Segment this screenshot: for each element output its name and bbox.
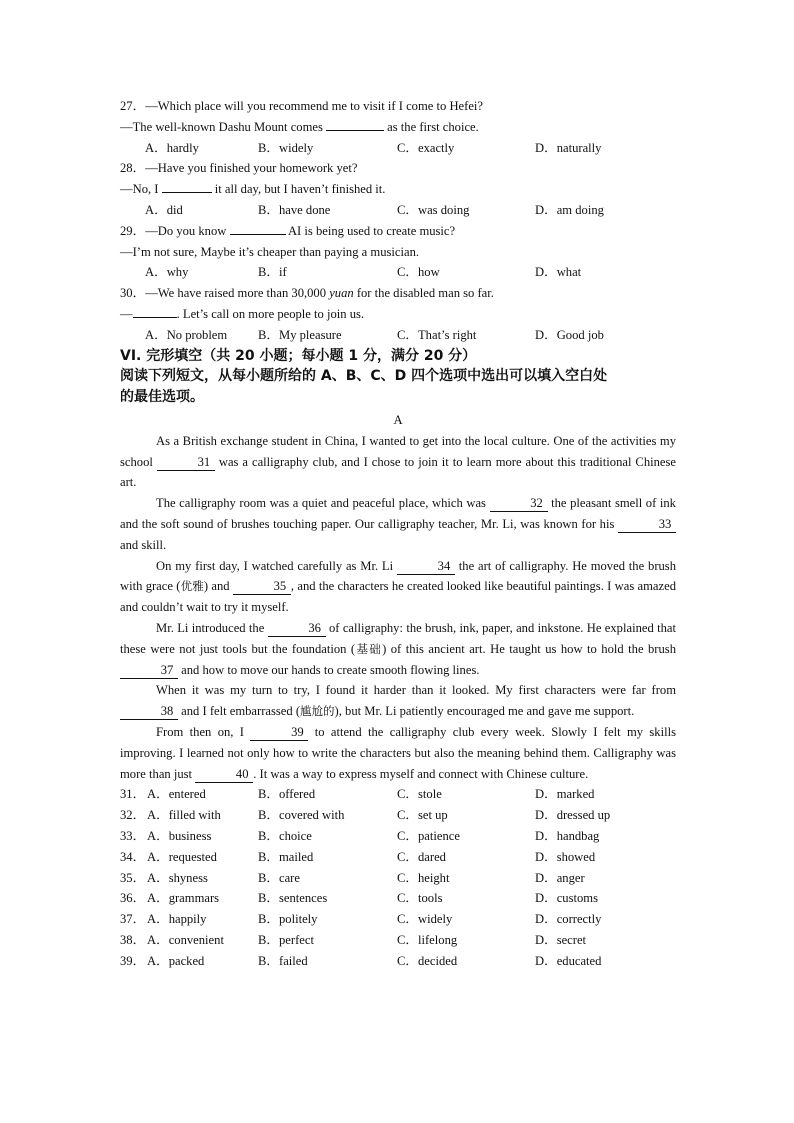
question-text: — <box>120 306 133 321</box>
cloze-options-row <box>120 951 676 972</box>
question-stem <box>120 221 676 242</box>
answer-option[interactable]: B．widely <box>258 140 314 155</box>
passage-text: ) of this ancient art. He taught us how to hold the brush <box>382 641 677 656</box>
question-number: 30． <box>120 286 146 301</box>
question-number: 33． <box>120 829 146 843</box>
cloze-passage <box>120 431 676 785</box>
answer-option[interactable]: D．anger <box>535 870 585 885</box>
passage-text: As a British exchange student in China, I wanted to get into the local culture. One of the activities my school <box>120 433 676 469</box>
answer-option[interactable]: B．sentences <box>258 891 328 906</box>
question-text: it all day, but I haven’t finished it. <box>211 182 386 197</box>
question-stem <box>120 96 676 117</box>
answer-option[interactable]: C．tools <box>397 891 443 906</box>
answer-option[interactable]: B．mailed <box>258 849 314 864</box>
cloze-blank-35[interactable]: 35 <box>233 579 291 595</box>
cloze-options-row <box>120 784 676 805</box>
question-number: 39． <box>120 953 146 968</box>
question-response <box>120 117 676 138</box>
passage-text: ), but Mr. Li patiently encouraged me and gave me support. <box>334 704 635 719</box>
passage-text: and how to move our hands to create smooth flowing lines. <box>178 662 480 677</box>
answer-option[interactable]: D．customs <box>535 891 598 906</box>
cloze-options-list <box>120 784 676 971</box>
answer-option[interactable]: B．choice <box>258 829 312 843</box>
answer-option[interactable]: D．naturally <box>535 140 602 155</box>
passage-text: , and the characters he created looked like beautiful paintings. I was amazed and couldn’t wait to try it myself. <box>120 579 676 615</box>
section-title: VI. 完形填空（共 20 小题；每小题 1 分，满分 20 分） <box>120 347 477 364</box>
answer-option[interactable]: A．entered <box>147 787 206 802</box>
question-number: 36． <box>120 891 146 906</box>
answer-blank[interactable] <box>133 317 177 318</box>
answer-option[interactable]: C．stole <box>397 787 442 802</box>
answer-option[interactable]: B．if <box>258 265 287 280</box>
answer-option[interactable]: B．politely <box>258 912 318 927</box>
answer-option[interactable]: A．packed <box>147 953 205 968</box>
passage-paragraph <box>120 493 676 555</box>
question-text: AI is being used to create music? <box>285 223 456 238</box>
question-number: 28． <box>120 161 146 176</box>
passage-text: was a calligraphy club, and I chose to join it to learn more about this traditional Chinese art. <box>120 454 677 490</box>
answer-options-row <box>120 138 676 159</box>
answer-option[interactable]: C．how <box>397 265 440 280</box>
question-number: 31． <box>120 787 146 802</box>
cloze-blank-34[interactable]: 34 <box>397 559 455 575</box>
question-text: for the disabled man so far. <box>353 286 494 301</box>
cloze-blank-33[interactable]: 33 <box>618 517 676 533</box>
passage-chinese-gloss: 优雅 <box>180 579 204 594</box>
answer-option[interactable]: B．offered <box>258 787 316 802</box>
question-response <box>120 179 676 200</box>
answer-option[interactable]: B．perfect <box>258 932 314 947</box>
passage-paragraph <box>120 431 676 493</box>
passage-text: of calligraphy: the brush, ink, paper, and inkstone. He explained that these were not just tools but the foundation ( <box>120 621 676 656</box>
answer-option[interactable]: A．filled with <box>147 808 221 823</box>
section-instruction-line-2: 的最佳选项。 <box>120 388 204 405</box>
question-text: —The well-known Dashu Mount comes <box>120 119 327 134</box>
cloze-blank-40[interactable]: 40 <box>195 767 253 783</box>
answer-option[interactable]: D．secret <box>535 932 587 947</box>
question-number: 37． <box>120 912 146 927</box>
passage-paragraph <box>120 722 676 784</box>
cloze-blank-36[interactable]: 36 <box>268 621 326 637</box>
cloze-options-row <box>120 805 676 826</box>
answer-option[interactable]: C．patience <box>397 829 460 843</box>
passage-chinese-gloss: 尴尬的 <box>300 704 335 719</box>
passage-text: Mr. Li introduced the <box>156 621 268 636</box>
passage-text: and skill. <box>120 537 167 552</box>
exam-page <box>120 96 676 972</box>
question-response <box>120 304 676 325</box>
passage-text: to attend the calligraphy club every week. Slowly I felt my skills improving. I learned not only how to write the characters but also the meaning behind them. Calligraphy was more than just <box>120 725 676 781</box>
answer-option[interactable]: A．No problem <box>145 327 228 342</box>
answer-option[interactable]: D．dressed up <box>535 808 611 823</box>
answer-option[interactable]: C．That’s right <box>397 327 477 342</box>
passage-text: ) and <box>203 579 233 594</box>
cloze-blank-32[interactable]: 32 <box>490 496 548 512</box>
answer-option[interactable]: C．dared <box>397 849 446 864</box>
cloze-options-row <box>120 930 676 951</box>
passage-text: The calligraphy room was a quiet and peaceful place, which was <box>156 496 490 511</box>
passage-paragraph <box>120 680 676 722</box>
passage-chinese-gloss: 基础 <box>355 641 383 656</box>
question-text: as the first choice. <box>384 119 479 134</box>
answer-option[interactable]: C．widely <box>397 912 453 927</box>
answer-option[interactable]: A．convenient <box>147 932 224 947</box>
passage-label: A <box>393 413 403 428</box>
passage-paragraph <box>120 618 676 680</box>
question-text: —No, I <box>120 182 162 197</box>
answer-option[interactable]: C．set up <box>397 808 448 823</box>
answer-option[interactable]: D．educated <box>535 953 602 968</box>
question-stem <box>120 158 676 179</box>
cloze-blank-31[interactable]: 31 <box>157 455 215 471</box>
question-text: —Which place will you recommend me to visit if I come to Hefei? <box>145 99 484 113</box>
question-number: 29． <box>120 223 146 238</box>
answer-option[interactable]: A．did <box>145 202 183 217</box>
question-number: 38． <box>120 932 146 947</box>
answer-blank[interactable] <box>230 234 286 235</box>
answer-option[interactable]: A．shyness <box>147 870 208 885</box>
passage-text: From then on, I <box>156 725 251 740</box>
answer-option[interactable]: C．height <box>397 870 450 885</box>
passage-text: the pleasant smell of ink and the soft sound of brushes touching paper. Our calligraphy teacher, Mr. Li, was known for his <box>120 496 676 532</box>
section-instruction-line-1: 阅读下列短文，从每小题所给的 A、B、C、D 四个选项中选出可以填入空白处 <box>120 368 608 385</box>
question-text: —We have raised more than 30,000 <box>145 286 330 301</box>
question-text: —Have you finished your homework yet? <box>145 161 358 176</box>
answer-option[interactable]: A．happily <box>147 912 207 927</box>
answer-option[interactable]: C．lifelong <box>397 932 458 947</box>
question-response <box>120 242 676 263</box>
answer-option[interactable]: B．covered with <box>258 808 345 823</box>
answer-option[interactable]: A．grammars <box>147 891 220 906</box>
answer-option[interactable]: C．was doing <box>397 202 470 217</box>
question-text: . Let’s call on more people to join us. <box>176 306 365 321</box>
cloze-blank-37[interactable]: 37 <box>120 663 178 679</box>
answer-option[interactable]: D．handbag <box>535 829 600 843</box>
answer-options-row <box>120 325 676 346</box>
question-number: 27． <box>120 99 146 113</box>
question-stem <box>120 283 676 304</box>
answer-option[interactable]: C．exactly <box>397 140 455 155</box>
cloze-blank-38[interactable]: 38 <box>120 704 178 720</box>
answer-blank[interactable] <box>162 192 212 193</box>
question-number: 35． <box>120 870 146 885</box>
passage-text: On my first day, I watched carefully as Mr. Li <box>156 558 397 573</box>
answer-options-row <box>120 200 676 221</box>
answer-option[interactable]: D．what <box>535 265 582 280</box>
question-text: —Do you know <box>145 223 230 238</box>
passage-text: the art of calligraphy. He moved the brush with grace ( <box>120 558 677 594</box>
answer-option[interactable]: C．decided <box>397 953 458 968</box>
answer-blank[interactable] <box>326 130 384 131</box>
answer-option[interactable]: B．have done <box>258 202 331 217</box>
answer-option[interactable]: A．hardly <box>145 140 199 155</box>
question-italic-text: yuan <box>329 286 354 301</box>
answer-option[interactable]: B．failed <box>258 953 308 968</box>
passage-paragraph <box>120 556 676 618</box>
answer-option[interactable]: A．requested <box>147 849 217 864</box>
answer-option[interactable]: B．My pleasure <box>258 327 342 342</box>
question-text: —I’m not sure, Maybe it’s cheaper than paying a musician. <box>120 244 420 259</box>
answer-option[interactable]: D．Good job <box>535 327 604 342</box>
answer-option[interactable]: A．business <box>147 829 212 843</box>
multiple-choice-section <box>120 96 676 346</box>
answer-option[interactable]: D．showed <box>535 849 596 864</box>
passage-text: When it was my turn to try, I found it harder than it looked. My first characters were far from <box>156 683 676 698</box>
passage-text: . It was a way to express myself and connect with Chinese culture. <box>253 766 589 781</box>
cloze-options-row <box>120 847 676 868</box>
answer-option[interactable]: B．care <box>258 870 300 885</box>
cloze-options-row <box>120 868 676 889</box>
cloze-options-row <box>120 909 676 930</box>
cloze-options-row <box>120 826 676 847</box>
answer-option[interactable]: D．marked <box>535 787 595 802</box>
answer-options-row <box>120 262 676 283</box>
answer-option[interactable]: D．am doing <box>535 202 604 217</box>
answer-option[interactable]: D．correctly <box>535 912 602 927</box>
answer-option[interactable]: A．why <box>145 265 189 280</box>
question-number: 34． <box>120 849 146 864</box>
cloze-options-row <box>120 888 676 909</box>
passage-text: and I felt embarrassed ( <box>178 704 301 719</box>
cloze-blank-39[interactable]: 39 <box>250 725 308 741</box>
question-number: 32． <box>120 808 146 823</box>
